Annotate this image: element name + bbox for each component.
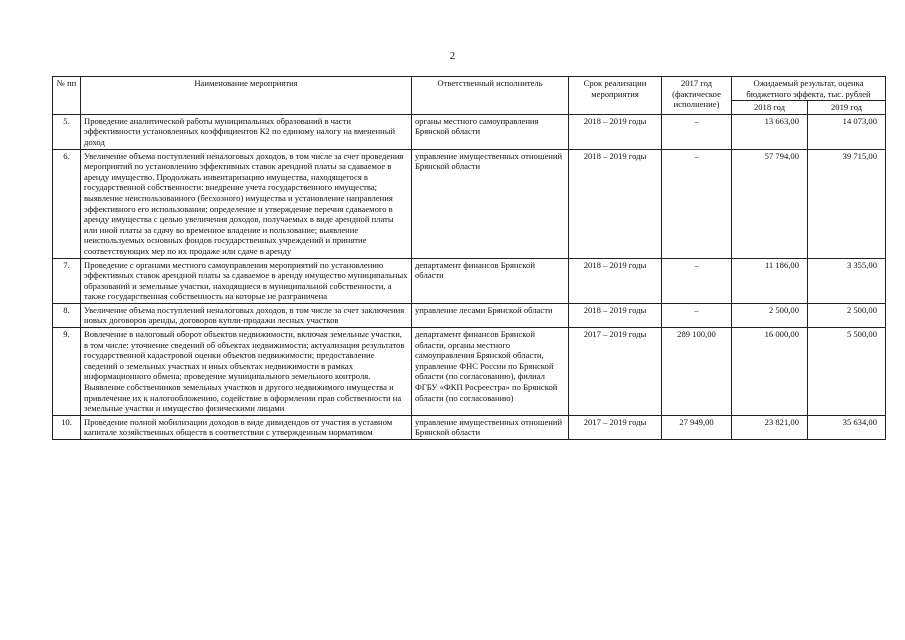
value-2019: 35 634,00 [808, 415, 886, 439]
fact-2017: – [662, 114, 732, 149]
value-2018: 13 663,00 [732, 114, 808, 149]
measure-name: Вовлечение в налоговый оборот объектов недвижимости, включая земельные участки, в том числе: уточнение сведений об объектах недвижимости; актуализация результатов государственной кадастровой оценки объектов недвижимости; предоставление сведений о земельных участках и иных объектах недвижимости в рамках информационного обмена; проведение муниципального земельного контроля. Выявление собственников земельных участков и другого недвижимого имущества и привлечение их к налогообложению, содействие в оформлении прав собственности на земельные участки и имущество физическими лицами [81, 328, 412, 416]
measure-name: Проведение полной мобилизации доходов в виде дивидендов от участия в уставном капитале хозяйственных обществ в соответствии с утвержденным нормативом [81, 415, 412, 439]
value-2019: 2 500,00 [808, 303, 886, 327]
fact-2017: – [662, 258, 732, 303]
fact-2017: – [662, 303, 732, 327]
executor: департамент финансов Брянской области, органы местного самоуправления Брянской области, управление ФНС России по Брянской области (по согласованию), филиал ФГБУ «ФКП Росреестра» по Брянской области (по согласованию) [412, 328, 569, 416]
row-number: 5. [53, 114, 81, 149]
page-number: 2 [449, 50, 456, 62]
value-2018: 16 000,00 [732, 328, 808, 416]
value-2019: 3 355,00 [808, 258, 886, 303]
executor: управление имущественных отношений Брянской области [412, 415, 569, 439]
term: 2018 – 2019 годы [569, 149, 662, 258]
header-num: № пп [53, 77, 81, 115]
fact-2017: – [662, 149, 732, 258]
value-2018: 57 794,00 [732, 149, 808, 258]
fact-2017: 289 100,00 [662, 328, 732, 416]
term: 2018 – 2019 годы [569, 258, 662, 303]
row-number: 6. [53, 149, 81, 258]
header-2018: 2018 год [732, 101, 808, 115]
measure-name: Проведение с органами местного самоуправления мероприятий по установлению эффективных ставок арендной платы за сдаваемое в аренду имущество муниципальных образований и земельные участки, находящиеся в муниципальной собственности, а также государственная собственность на которые не разграничена [81, 258, 412, 303]
header-name: Наименование мероприятия [81, 77, 412, 115]
table-row [53, 303, 886, 327]
measures-table [52, 76, 886, 440]
header-fact-2017: 2017 год (фактическое исполнение) [662, 77, 732, 115]
row-number: 10. [53, 415, 81, 439]
table-row [53, 258, 886, 303]
term: 2017 – 2019 годы [569, 328, 662, 416]
measure-name: Увеличение объема поступлений неналоговых доходов, в том числе за счет заключения новых договоров аренды, договоров купли-продажи лесных участков [81, 303, 412, 327]
executor: управление имущественных отношений Брянской области [412, 149, 569, 258]
value-2018: 11 186,00 [732, 258, 808, 303]
header-expected-result: Ожидаемый результат, оценка бюджетного эффекта, тыс. рублей [732, 77, 886, 101]
header-2019: 2019 год [808, 101, 886, 115]
measure-name: Проведение аналитической работы муниципальных образований в части эффективности установленных коэффициентов К2 по единому налогу на вмененный доход [81, 114, 412, 149]
row-number: 7. [53, 258, 81, 303]
table-row [53, 149, 886, 258]
term: 2018 – 2019 годы [569, 303, 662, 327]
value-2019: 5 500,00 [808, 328, 886, 416]
value-2018: 23 821,00 [732, 415, 808, 439]
header-term: Срок реализации мероприятия [569, 77, 662, 115]
table-row [53, 328, 886, 416]
fact-2017: 27 949,00 [662, 415, 732, 439]
executor: органы местного самоуправления Брянской области [412, 114, 569, 149]
measure-name: Увеличение объема поступлений неналоговых доходов, в том числе за счет проведения мероприятий по установлению эффективных ставок арендной платы за сдаваемое в аренду имущество. Продолжать инвентаризацию имущества, находящегося в государственной собственности: внедрение учета государственного имущества; выявление неиспользованного (бесхозного) имущества и установление направления эффективного его использования; определение и утверждение перечня сдаваемого в аренду имущества с целью увеличения доходов, получаемых в виде арендной платы или иной платы за сдачу во временное владение и пользование; выявление неиспользуемых основных фондов государственных учреждений и принятие соответствующих мер по их продаже или сдаче в аренду [81, 149, 412, 258]
table-row [53, 114, 886, 149]
value-2019: 39 715,00 [808, 149, 886, 258]
value-2019: 14 073,00 [808, 114, 886, 149]
row-number: 8. [53, 303, 81, 327]
executor: управление лесами Брянской области [412, 303, 569, 327]
header-row [53, 77, 886, 101]
term: 2017 – 2019 годы [569, 415, 662, 439]
header-executor: Ответственный исполнитель [412, 77, 569, 115]
table-row [53, 415, 886, 439]
executor: департамент финансов Брянской области [412, 258, 569, 303]
value-2018: 2 500,00 [732, 303, 808, 327]
term: 2018 – 2019 годы [569, 114, 662, 149]
row-number: 9. [53, 328, 81, 416]
